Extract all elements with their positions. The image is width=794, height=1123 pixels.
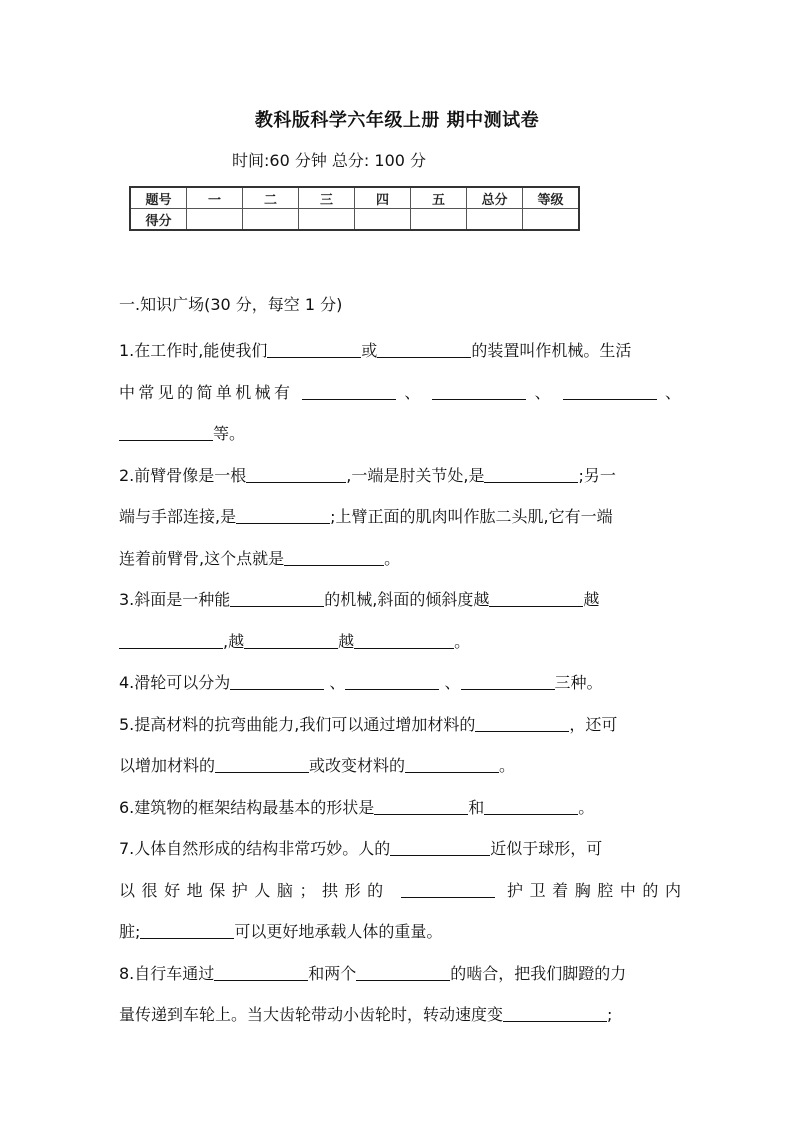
answer-blank[interactable] [390,839,490,857]
answer-blank[interactable] [244,631,338,649]
question-text: 中常见的简单机械有 [119,382,294,402]
score-cell[interactable] [243,209,299,231]
question-text: 的装置叫作机械。生活 [471,341,632,360]
question-text: 和两个 [308,963,357,983]
score-header-cell: 一 [187,187,243,209]
question-text: 可以更好地承载人体的重量。 [234,922,443,941]
question-text: 端与手部连接,是 [119,507,237,526]
question-text: ,一端是肘关节处,是 [346,465,485,485]
score-header-cell: 五 [411,187,467,209]
question-4 [119,662,681,704]
answer-blank[interactable] [461,673,555,691]
question-2 [119,455,681,580]
score-header-cell: 三 [299,187,355,209]
separator: 、 [329,673,346,692]
answer-blank[interactable] [356,963,450,981]
answer-blank[interactable] [119,424,213,442]
question-text: 或改变材料的 [309,756,406,775]
question-text: 6.建筑物的框架结构最基本的形状是 [119,797,375,817]
score-table-score-row [130,209,579,231]
question-text: 4.滑轮可以分为 [119,673,231,692]
answer-blank[interactable] [354,631,454,649]
answer-blank[interactable] [489,590,583,608]
question-3 [119,579,681,662]
question-text: 以增加材料的 [119,756,216,775]
question-text: 8.自行车通过 [119,963,215,983]
answer-blank[interactable] [401,880,495,898]
answer-blank[interactable] [230,673,324,691]
score-cell[interactable] [411,209,467,231]
question-7 [119,828,681,953]
question-text: 5.提高材料的抗弯曲能力,我们可以通过增加材料的 [119,714,476,734]
separator: 、 [404,382,424,402]
answer-blank[interactable] [377,341,471,359]
score-header-cell: 题号 [130,187,187,209]
answer-blank[interactable] [475,714,569,732]
question-text: ,越 [223,631,245,651]
score-cell[interactable] [187,209,243,231]
question-6 [119,787,681,829]
score-cell[interactable] [467,209,523,231]
question-text: ; [607,1005,613,1024]
section-knowledge [119,292,681,1036]
question-text: 越 [583,590,600,609]
question-text: ;上臂正面的肌肉叫作肱二头肌,它有一端 [330,507,613,526]
answer-blank[interactable] [374,797,468,815]
question-text: 三种。 [554,673,603,692]
question-text: 或 [361,341,378,360]
answer-blank[interactable] [230,590,324,608]
answer-blank[interactable] [215,756,309,774]
question-text: 近似于球形，可 [490,839,603,858]
separator: 、 [664,382,681,402]
score-table-header-row [130,187,579,209]
score-header-cell: 等级 [523,187,580,209]
score-header-cell: 四 [355,187,411,209]
separator: 、 [444,673,461,692]
question-1 [119,330,681,455]
question-text: 7.人体自然形成的结构非常巧妙。人的 [119,839,391,858]
answer-blank[interactable] [119,631,223,649]
question-5 [119,704,681,787]
score-table [129,186,580,231]
question-text: 脏; [119,922,141,941]
answer-blank[interactable] [405,756,499,774]
score-cell[interactable] [299,209,355,231]
answer-blank[interactable] [503,1005,607,1023]
answer-blank[interactable] [236,507,330,525]
score-header-cell: 二 [243,187,299,209]
score-cell[interactable] [523,209,580,231]
question-text: 。 [578,797,595,817]
answer-blank[interactable] [302,382,396,400]
separator: 、 [534,382,555,402]
answer-blank[interactable] [214,963,308,981]
question-text: 2.前臂骨像是一根 [119,465,247,485]
answer-blank[interactable] [563,382,657,400]
page-title: 教科版科学六年级上册 期中测试卷 [254,110,540,131]
question-text: 3.斜面是一种能 [119,590,231,609]
question-text: 护卫着胸腔中的内 [507,880,681,900]
question-text: 1.在工作时,能使我们 [119,341,268,360]
answer-blank[interactable] [267,341,361,359]
question-text: 。 [499,756,516,775]
question-text: 。 [384,548,401,568]
answer-blank[interactable] [140,922,234,940]
answer-blank[interactable] [484,797,578,815]
score-row-label: 得分 [130,209,187,231]
question-text: 等。 [213,424,246,443]
question-text: 越 [338,631,355,651]
answer-blank[interactable] [484,465,578,483]
question-text: ;另一 [578,465,616,485]
answer-blank[interactable] [432,382,526,400]
answer-blank[interactable] [284,548,384,566]
answer-blank[interactable] [246,465,346,483]
question-8 [119,953,681,1036]
exam-meta: 时间:60 分钟 总分: 100 分 [232,151,427,170]
question-text: 和 [468,797,485,817]
question-text: 。 [454,631,471,651]
answer-blank[interactable] [345,673,439,691]
score-header-cell: 总分 [467,187,523,209]
question-text: 以很好地保护人脑；拱形的 [119,880,390,900]
question-text: 的啮合，把我们脚蹬的力 [450,963,627,983]
question-text: 的机械,斜面的倾斜度越 [324,590,490,609]
question-text: 连着前臂骨,这个点就是 [119,548,285,568]
question-text: ，还可 [569,714,618,734]
question-text: 量传递到车轮上。当大齿轮带动小齿轮时，转动速度变 [119,1005,504,1024]
score-cell[interactable] [355,209,411,231]
section-heading: 一.知识广场(30 分，每空 1 分) [119,295,343,314]
